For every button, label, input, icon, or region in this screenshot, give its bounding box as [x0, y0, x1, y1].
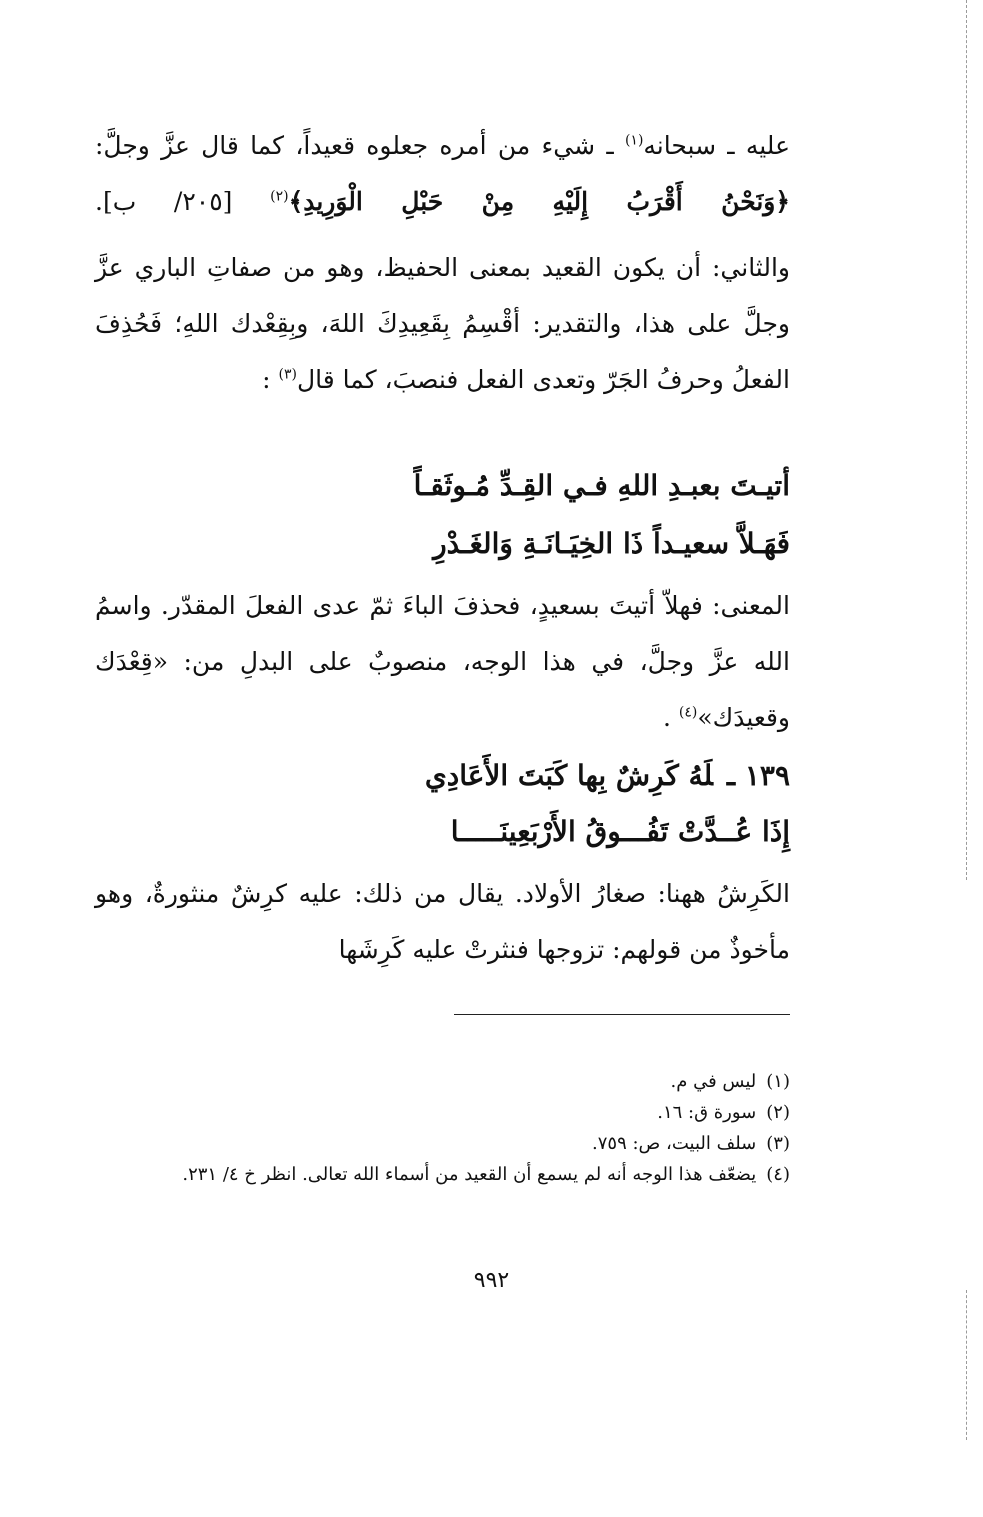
verse-line: ١٣٩ ـلَهُ كَرِشٌ بِها كَبَتَ الأَعَادِي [424, 759, 790, 792]
scan-edge-line [966, 0, 967, 880]
footnote-ref: (١) [624, 132, 644, 149]
footnote: (٢)سورة ق: ١٦. [657, 1102, 790, 1123]
footnotes [90, 1066, 790, 1190]
scan-edge-line [966, 1290, 967, 1440]
footnote: (٣)سلف البيت، ص: ٧٥٩. [592, 1133, 790, 1154]
paragraph-1: عليه ـ سبحانه$^{(١)}$ ـ شيء من أمره جعلوه قعيداً، كما قال عزَّ وجلَّ: ﴿وَنَحْنُ أَقْرَبُ إِلَيْهِ مِنْ حَبْلِ الْوَرِيدِ﴾$^{(٢)}$ [٢٠٥/ ب]. [95, 131, 791, 216]
footnote-ref: (٣) [278, 366, 297, 383]
verse-number: ١٣٩ ـ [726, 759, 790, 792]
footnote-ref: (٤) [678, 704, 698, 721]
footnote-ref: (٢) [270, 188, 289, 205]
quran-verse: ﴿وَنَحْنُ أَقْرَبُ إِلَيْهِ مِنْ حَبْلِ الْوَرِيدِ﴾ [288, 187, 791, 216]
paragraph-2: والثاني: أن يكون القعيد بمعنى الحفيظ، وهو من صفاتِ الباري عزَّ وجلَّ على هذا، والتقدير: أقْسِمُ بِقَعِيدِكَ اللهَ، وبِقِعْدك اللهِ؛ فَحُذِفَ الفعلُ وحرفُ الجَرّ وتعدى الفعل فنصبَ، كما قال$^{(٣)}$ : [95, 253, 790, 394]
verse-line: أتيـتَ بعبـدِ اللهِ فـي القِـدِّ مُـوثَقـاً [413, 469, 790, 502]
page-number: ٩٩٢ [473, 1268, 510, 1293]
verse-line: إِذَا عُــدَّتْ تَفُـــوقُ الأَرْبَعِينَـــــا [450, 815, 790, 848]
verse-line: فَهَـلاَّ سعيـداً ذَا الخِيَـانَـةِ وَالغَـدْرِ [433, 527, 790, 560]
footnote: (٤)يضعّف هذا الوجه أنه لم يسمع أن القعيد من أسماء الله تعالى. انظر خ ٤/ ٢٣١. [182, 1164, 790, 1185]
paragraph-3: المعنى: فهلاّ أتيتَ بسعيدٍ، فحذفَ الباءَ ثمّ عدى الفعلَ المقدّر. واسمُ الله عزَّ وجلَّ، في هذا الوجه، منصوبٌ على البدلِ من: «قِعْدَك وقعيدَك»$^{(٤)}$ . [95, 591, 790, 732]
footnote-divider [454, 1014, 790, 1015]
paragraph-4: الكَرِشُ ههنا: صغارُ الأولاد. يقال من ذلك: عليه كرِشٌ منثورةٌ، وهو مأخوذٌ من قولهم: تزوجها فنثرتْ عليه كَرِشَها [95, 879, 790, 964]
footnote: (١)ليس في م. [670, 1071, 790, 1092]
